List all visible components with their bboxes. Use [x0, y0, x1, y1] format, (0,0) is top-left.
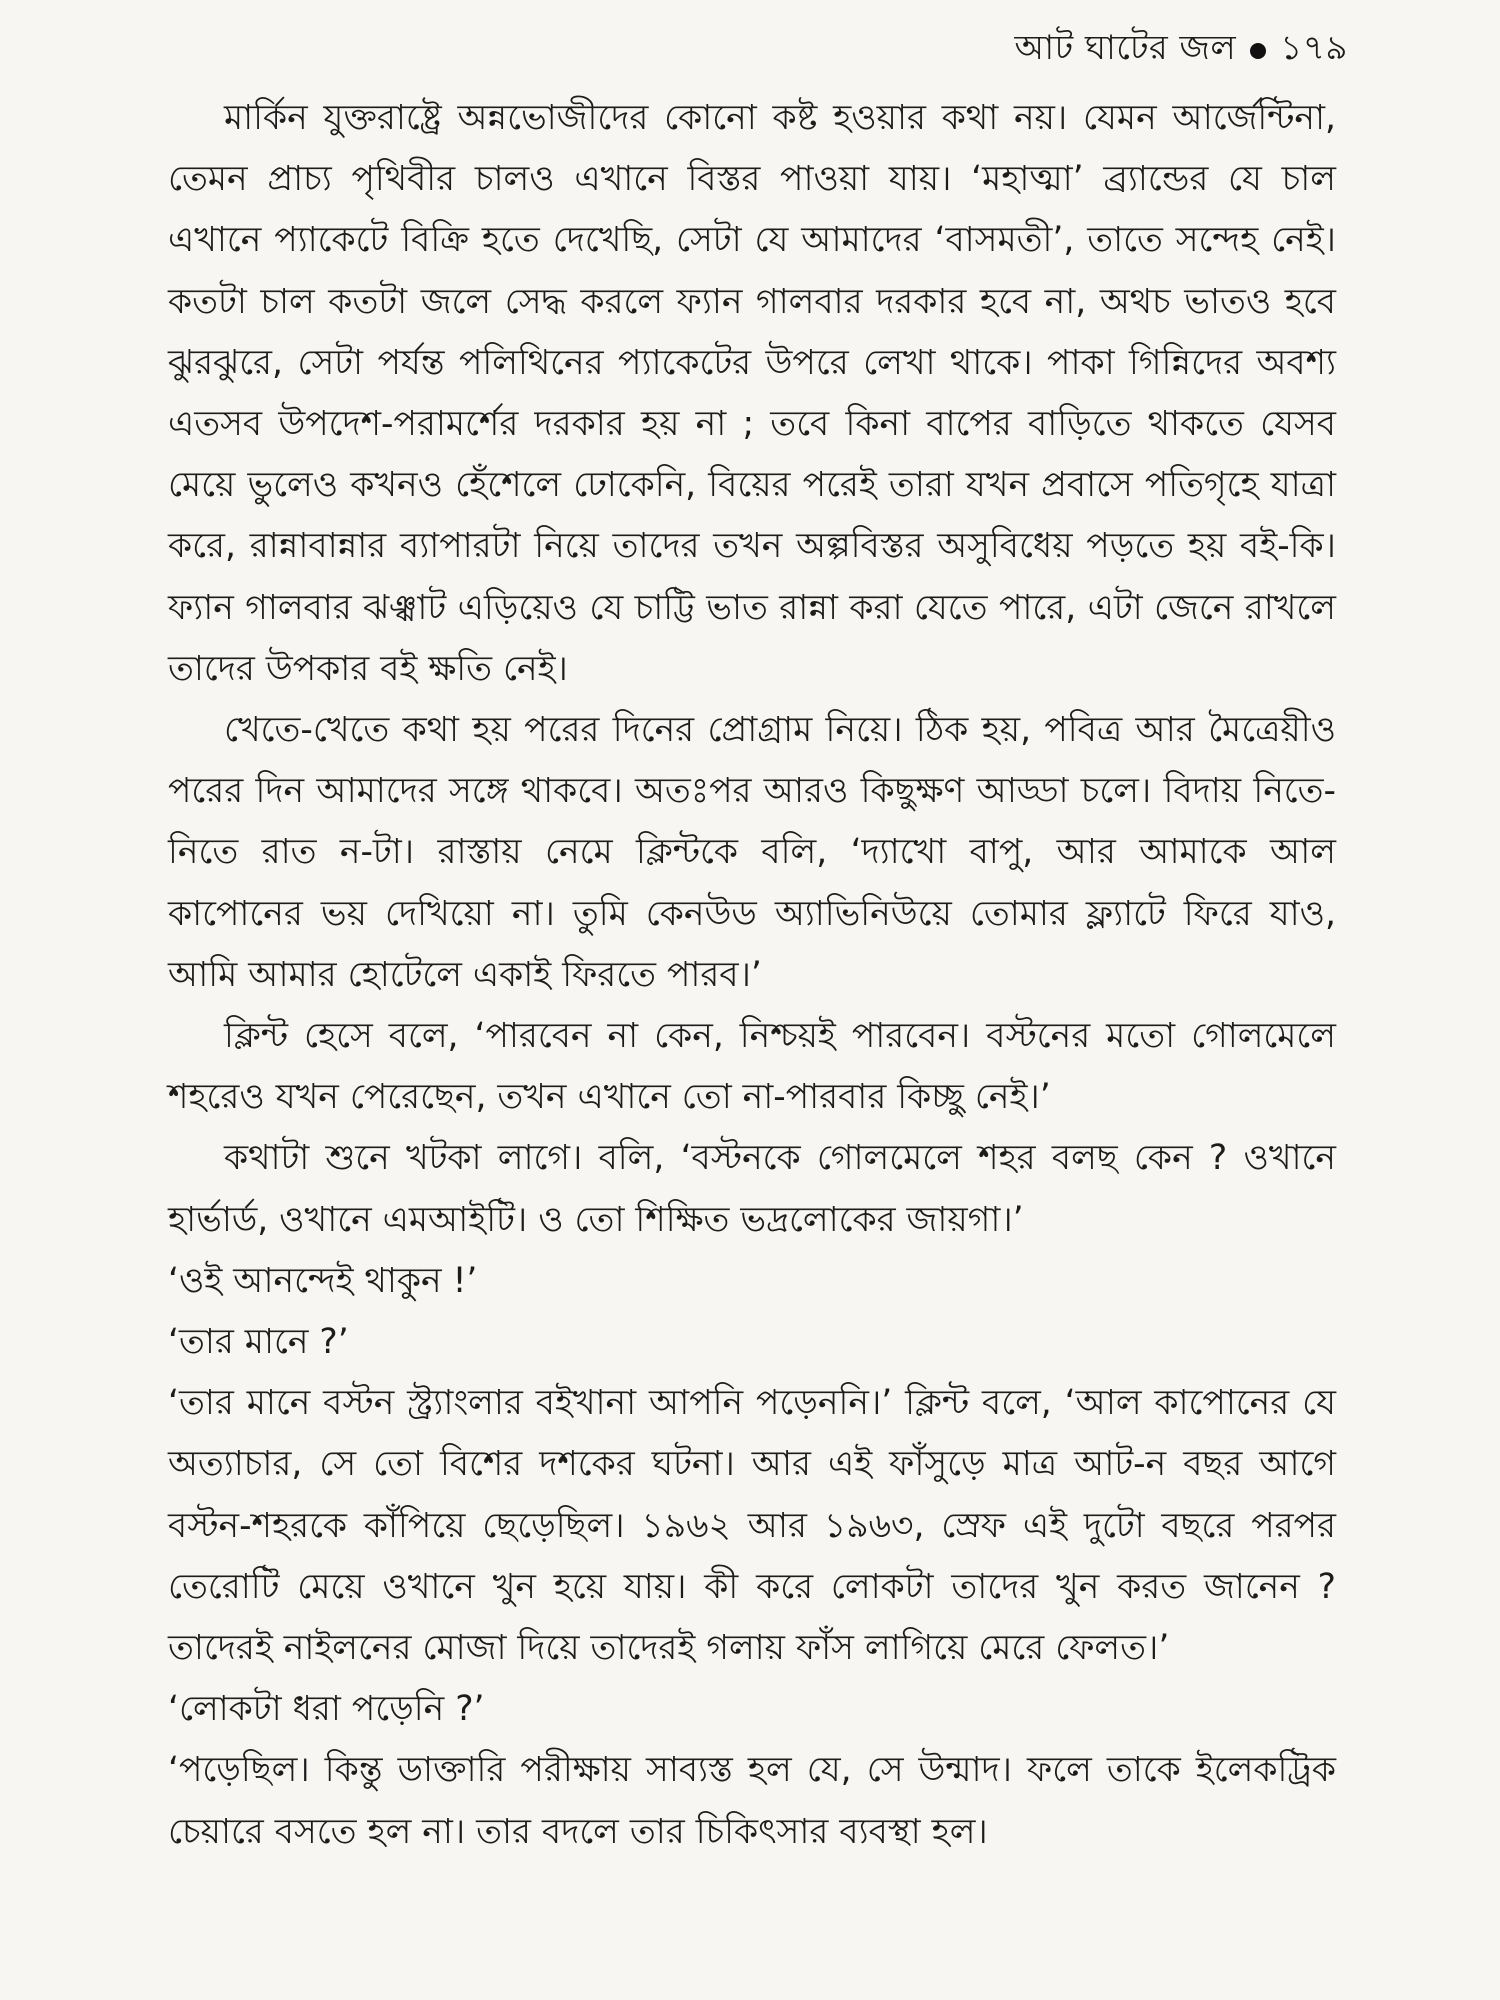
page-number: ১৭৯	[1280, 28, 1348, 68]
paragraph: ‘লোকটা ধরা পড়েনি ?’	[168, 1689, 485, 1730]
paragraph: মার্কিন যুক্তরাষ্ট্রে অন্নভোজীদের কোনো কষ্ট হওয়ার কথা নয়। যেমন আর্জেন্টিনা, তেমন প্রাচ্য পৃথিবীর চালও এখানে বিস্তর পাওয়া যায়। ‘মহাত্মা’ ব্র্যান্ডের যে চাল এখানে প্যাকেটে বিক্রি হতে দেখেছি, সেটা যে আমাদের ‘বাসমতী’, তাতে সন্দেহ নেই। কতটা চাল কতটা জলে সেদ্ধ করলে ফ্যান গালবার দরকার হবে না, অথচ ভাতও হবে ঝুরঝুরে, সেটা পর্যন্ত পলিথিনের প্যাকেটের উপরে লেখা থাকে। পাকা গিন্নিদের অবশ্য এতসব উপদেশ-পরামর্শের দরকার হয় না ; তবে কিনা বাপের বাড়িতে থাকতে যেসব মেয়ে ভুলেও কখনও হেঁশেলে ঢোকেনি, বিয়ের পরেই তারা যখন প্রবাসে পতিগৃহে যাত্রা করে, রান্নাবান্নার ব্যাপারটা নিয়ে তাদের তখন অল্পবিস্তর অসুবিধেয় পড়তে হয় বই-কি। ফ্যান গালবার ঝঞ্ঝাট এড়িয়েও যে চাট্টি ভাত রান্না করা যেতে পারে, এটা জেনে রাখলে তাদের উপকার বই ক্ষতি নেই।	[168, 98, 1336, 689]
body-text	[168, 88, 1336, 1863]
paragraph: ‘ওই আনন্দেই থাকুন !’	[168, 1260, 478, 1301]
running-header-title: আট ঘাটের জল	[1014, 28, 1237, 68]
paragraph: ‘পড়েছিল। কিন্তু ডাক্তারি পরীক্ষায় সাব্যস্ত হল যে, সে উন্মাদ। ফলে তাকে ইলেকট্রিক চেয়ারে বসতে হল না। তার বদলে তার চিকিৎসার ব্যবস্থা হল।	[168, 1750, 1336, 1852]
running-header	[1014, 22, 1348, 79]
bullet-icon	[1250, 43, 1266, 59]
paragraph: খেতে-খেতে কথা হয় পরের দিনের প্রোগ্রাম নিয়ে। ঠিক হয়, পবিত্র আর মৈত্রেয়ীও পরের দিন আমাদের সঙ্গে থাকবে। অতঃপর আরও কিছুক্ষণ আড্ডা চলে। বিদায় নিতে-নিতে রাত ন-টা। রাস্তায় নেমে ক্লিন্টকে বলি, ‘দ্যাখো বাপু, আর আমাকে আল কাপোনের ভয় দেখিয়ো না। তুমি কেনউড অ্যাভিনিউয়ে তোমার ফ্ল্যাটে ফিরে যাও, আমি আমার হোটেলে একাই ফিরতে পারব।’	[168, 710, 1336, 995]
paragraph: ‘তার মানে ?’	[168, 1322, 349, 1363]
paragraph: কথাটা শুনে খটকা লাগে। বলি, ‘বস্টনকে গোলমেলে শহর বলছ কেন ? ওখানে হার্ভার্ড, ওখানে এমআইটি। ও তো শিক্ষিত ভদ্রলোকের জায়গা।’	[168, 1138, 1336, 1240]
paragraph: ‘তার মানে বস্টন স্ট্র্যাংলার বইখানা আপনি পড়েননি।’ ক্লিন্ট বলে, ‘আল কাপোনের যে অত্যাচার, সে তো বিশের দশকের ঘটনা। আর এই ফাঁসুড়ে মাত্র আট-ন বছর আগে বস্টন-শহরকে কাঁপিয়ে ছেড়েছিল। ১৯৬২ আর ১৯৬৩, স্রেফ এই দুটো বছরে পরপর তেরোটি মেয়ে ওখানে খুন হয়ে যায়। কী করে লোকটা তাদের খুন করত জানেন ? তাদেরই নাইলনের মোজা দিয়ে তাদেরই গলায় ফাঁস লাগিয়ে মেরে ফেলত।’	[168, 1383, 1336, 1669]
paragraph: ক্লিন্ট হেসে বলে, ‘পারবেন না কেন, নিশ্চয়ই পারবেন। বস্টনের মতো গোলমেলে শহরেও যখন পেরেছেন, তখন এখানে তো না-পারবার কিচ্ছু নেই।’	[168, 1016, 1336, 1118]
